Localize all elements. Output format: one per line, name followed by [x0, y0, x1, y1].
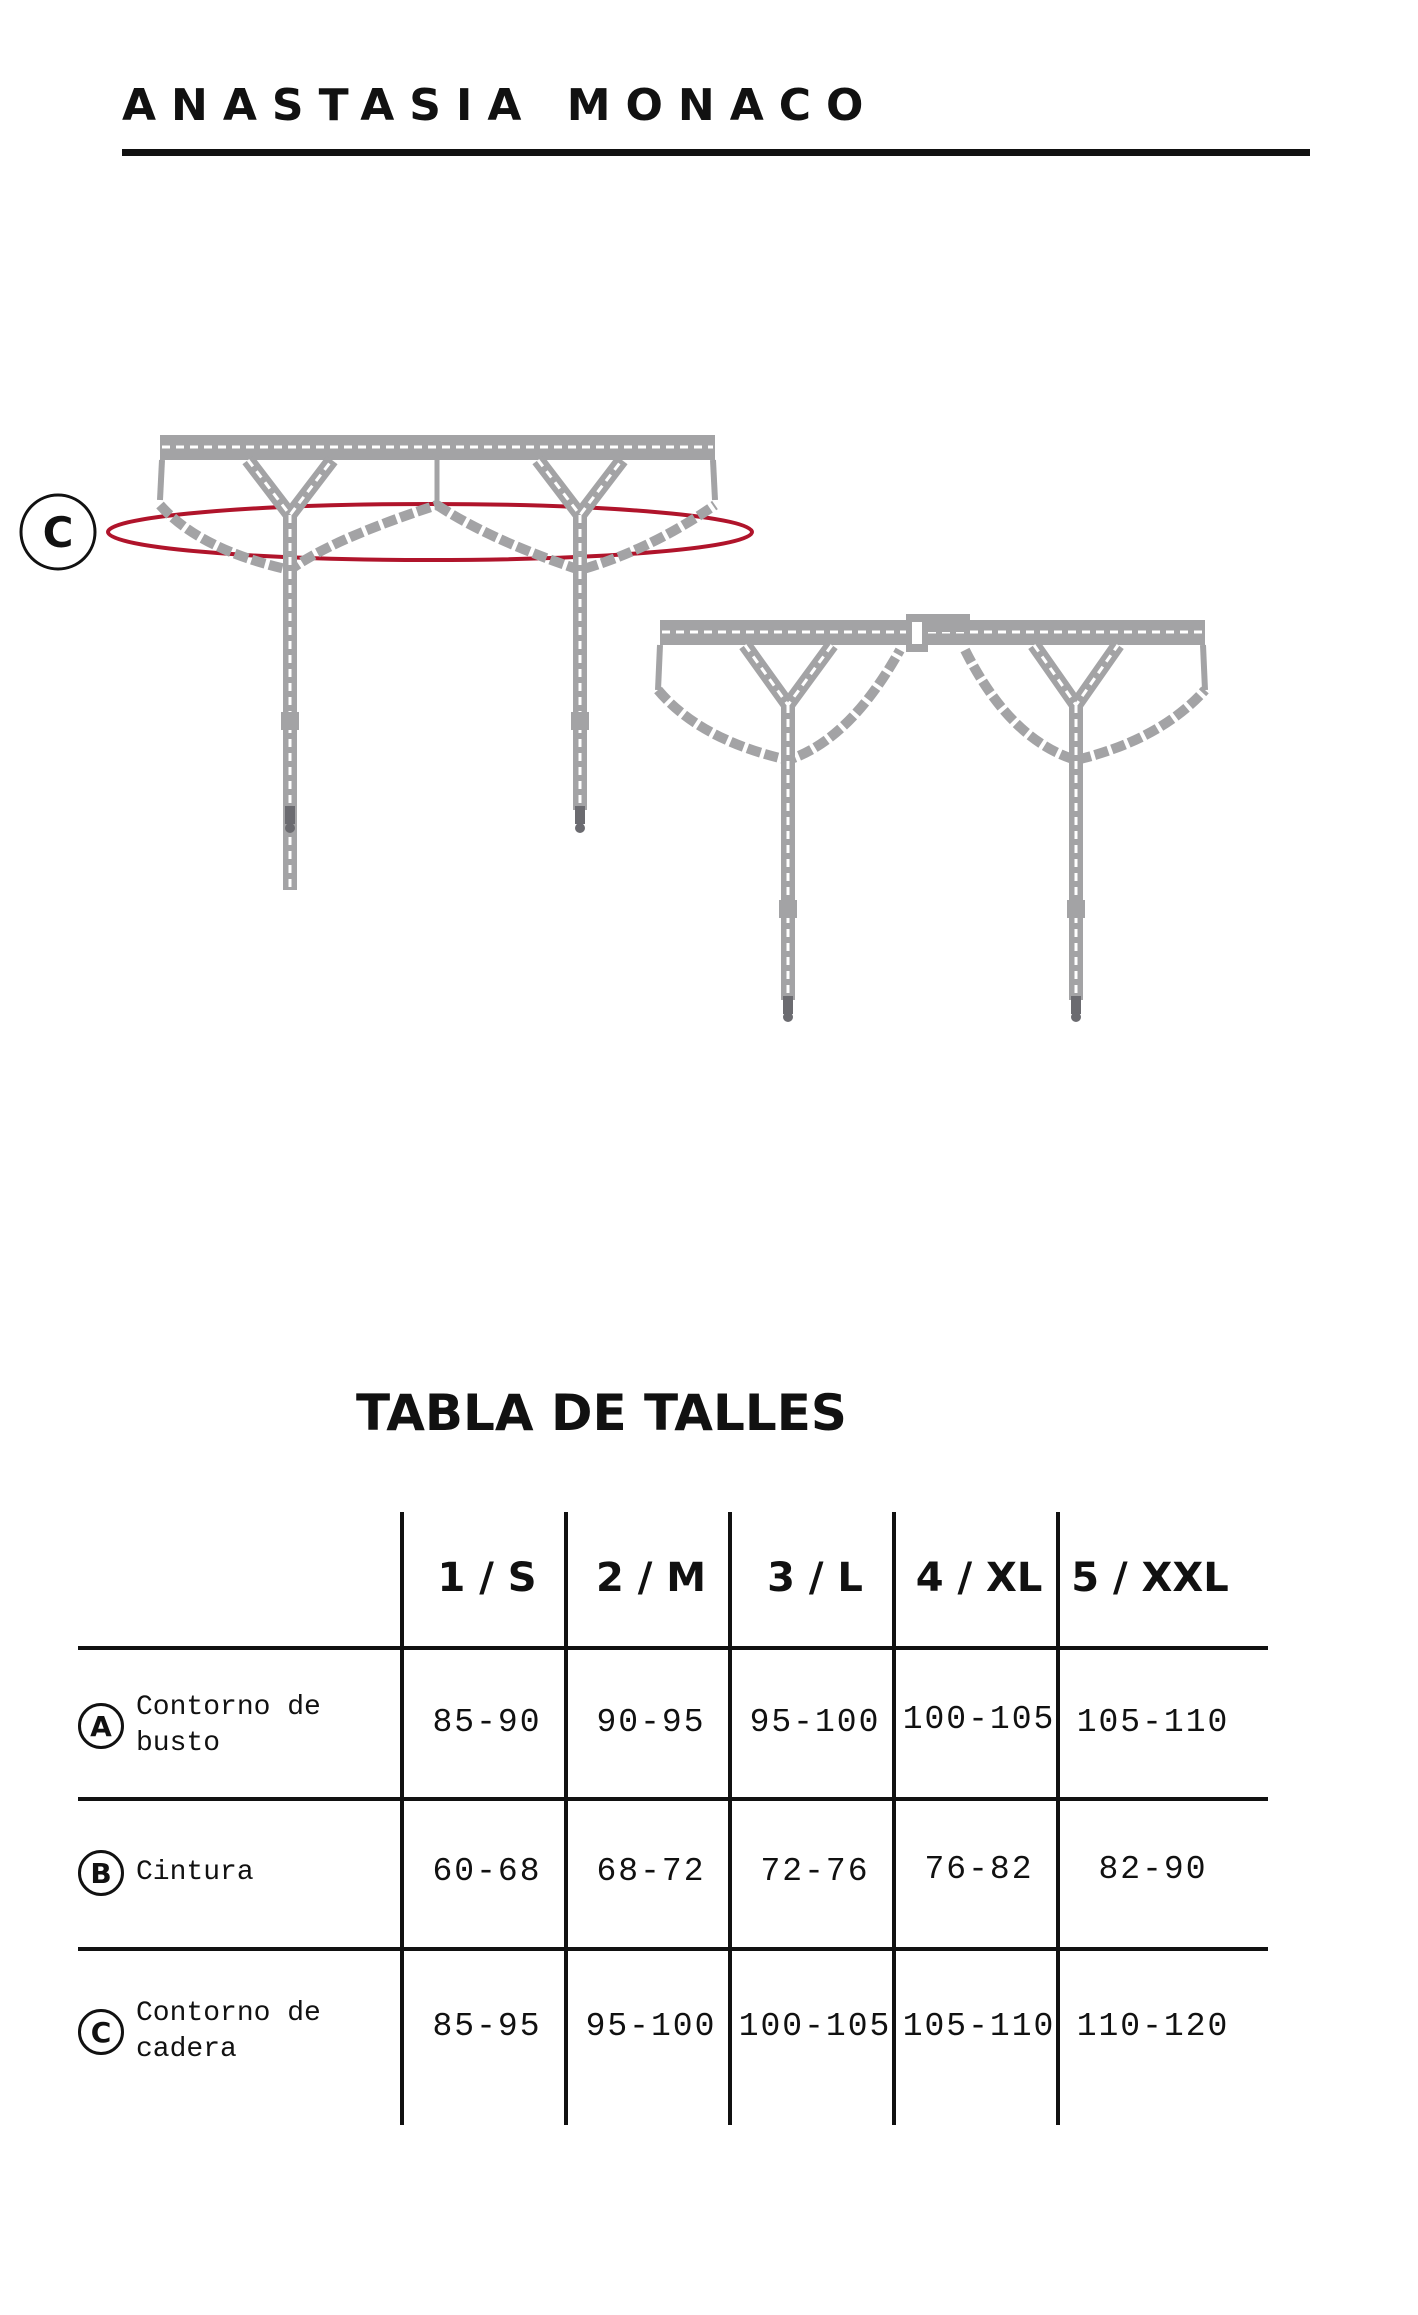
table-cell: 95-100 — [585, 2008, 717, 2045]
table-cell: 85-95 — [432, 2008, 542, 2045]
table-cell: 110-120 — [1076, 2008, 1230, 2045]
table-cell: 90-95 — [596, 1704, 706, 1741]
table-divider — [78, 1947, 1268, 1951]
table-cell: 100-105 — [738, 2008, 892, 2045]
table-cell: 82-90 — [1098, 1851, 1208, 1888]
brand-divider — [122, 149, 1310, 156]
row-label-hip — [78, 1996, 356, 2068]
row-badge: A — [78, 1703, 124, 1749]
garter-back-view — [658, 614, 1205, 1022]
size-header: 2 / M — [595, 1555, 707, 1601]
table-cell: 60-68 — [432, 1853, 542, 1890]
garter-front-view — [160, 435, 715, 890]
row-badge: C — [78, 2009, 124, 2055]
measure-badge-c-label: C — [42, 508, 74, 557]
size-header: 3 / L — [767, 1555, 863, 1601]
row-label-text: Contorno de busto — [136, 1692, 321, 1759]
size-table — [78, 1512, 1268, 2125]
measure-badge-c — [21, 495, 95, 569]
row-label-text: Contorno de cadera — [136, 1998, 321, 2065]
brand-name: ANASTASIA MONACO — [122, 80, 879, 131]
garter-belt-illustration — [0, 400, 1418, 1050]
size-table-title: TABLA DE TALLES — [356, 1384, 847, 1442]
table-cell: 85-90 — [432, 1704, 542, 1741]
table-divider — [78, 1797, 1268, 1801]
row-label-text: Cintura — [136, 1857, 254, 1888]
size-header: 1 / S — [437, 1555, 537, 1601]
row-label-waist — [78, 1850, 356, 1896]
row-badge: B — [78, 1850, 124, 1896]
size-header: 5 / XXL — [1071, 1555, 1229, 1601]
table-cell: 72-76 — [760, 1853, 870, 1890]
table-cell: 100-105 — [902, 1701, 1056, 1738]
table-cell: 76-82 — [924, 1851, 1034, 1888]
table-divider — [78, 1646, 1268, 1650]
table-cell: 68-72 — [596, 1853, 706, 1890]
row-label-bust — [78, 1690, 356, 1762]
table-cell: 105-110 — [902, 2008, 1056, 2045]
table-cell: 95-100 — [749, 1704, 881, 1741]
table-cell: 105-110 — [1076, 1704, 1230, 1741]
size-header: 4 / XL — [915, 1555, 1043, 1601]
